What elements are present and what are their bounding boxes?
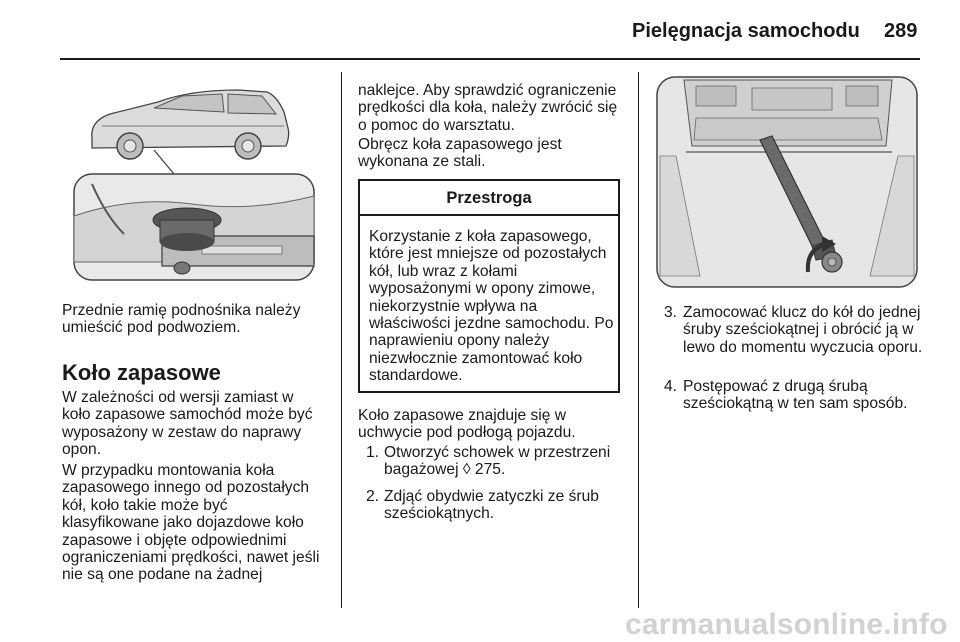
paragraph-rim-steel: Obręcz koła zapasowego jest wykonana ze stali. — [358, 136, 562, 171]
step-number: 1. — [366, 444, 380, 461]
page-number: 289 — [884, 20, 918, 42]
paragraph-spare-location: Koło zapasowe znajduje się w uchwycie pod podłogą pojazdu. — [358, 407, 576, 442]
caution-body: Korzystanie z koła zapasowego, które jest mniejsze od pozostałych kół, lub wraz z kołami wyposażonymi w opony zimowe, niekorzystnie wpływa na właściwości jezdne samochodu. Po naprawieniu opony należy niezwłocznie zamontować koło standardowe. — [369, 228, 614, 385]
caution-box — [358, 179, 620, 393]
paragraph-speed-limit: naklejce. Aby sprawdzić ograniczenie prędkości dla koła, należy zwrócić się o pomoc do warsztatu. — [358, 82, 618, 134]
step-text: Otworzyć schowek w przestrzeni bagażowej ◊ 275. — [384, 444, 611, 479]
step-number: 3. — [664, 304, 678, 321]
page-header-title: Pielęgnacja samochodu — [632, 20, 860, 42]
column-divider-left — [341, 72, 342, 608]
step-number: 2. — [366, 488, 380, 505]
step-text: Postępować z drugą śrubą sześciokątną w ten sam sposób. — [683, 378, 908, 413]
step-text: Zdjąć obydwie zatyczki ze śrub sześciokątnych. — [384, 488, 599, 523]
car-jack-illustration — [62, 76, 324, 292]
section-heading: Koło zapasowe — [62, 360, 221, 385]
trunk-wrench-illustration — [656, 76, 918, 288]
watermark: carmanualsonline.info — [625, 608, 948, 641]
paragraph-compact-spare: W przypadku montowania koła zapasowego innego od pozostałych kół, koło takie może być klasyfikowane jako dojazdowe koło zapasowe i objęte odpowiednimi ograniczeniami prędkości, nawet jeśli nie są one podane na żadnej — [62, 462, 320, 584]
illustration-caption: Przednie ramię podnośnika należy umieścić pod podwoziem. — [62, 302, 301, 337]
column-divider-right — [638, 72, 639, 608]
header-rule — [60, 58, 920, 60]
step-text: Zamocować klucz do kół do jednej śruby sześciokątnej i obrócić ją w lewo do momentu wyczucia oporu. — [683, 304, 923, 356]
paragraph-repair-kit: W zależności od wersji zamiast w koło zapasowe samochód może być wyposażony w zestaw do naprawy opon. — [62, 389, 313, 459]
step-number: 4. — [664, 378, 678, 395]
caution-title: Przestroga — [360, 181, 618, 216]
